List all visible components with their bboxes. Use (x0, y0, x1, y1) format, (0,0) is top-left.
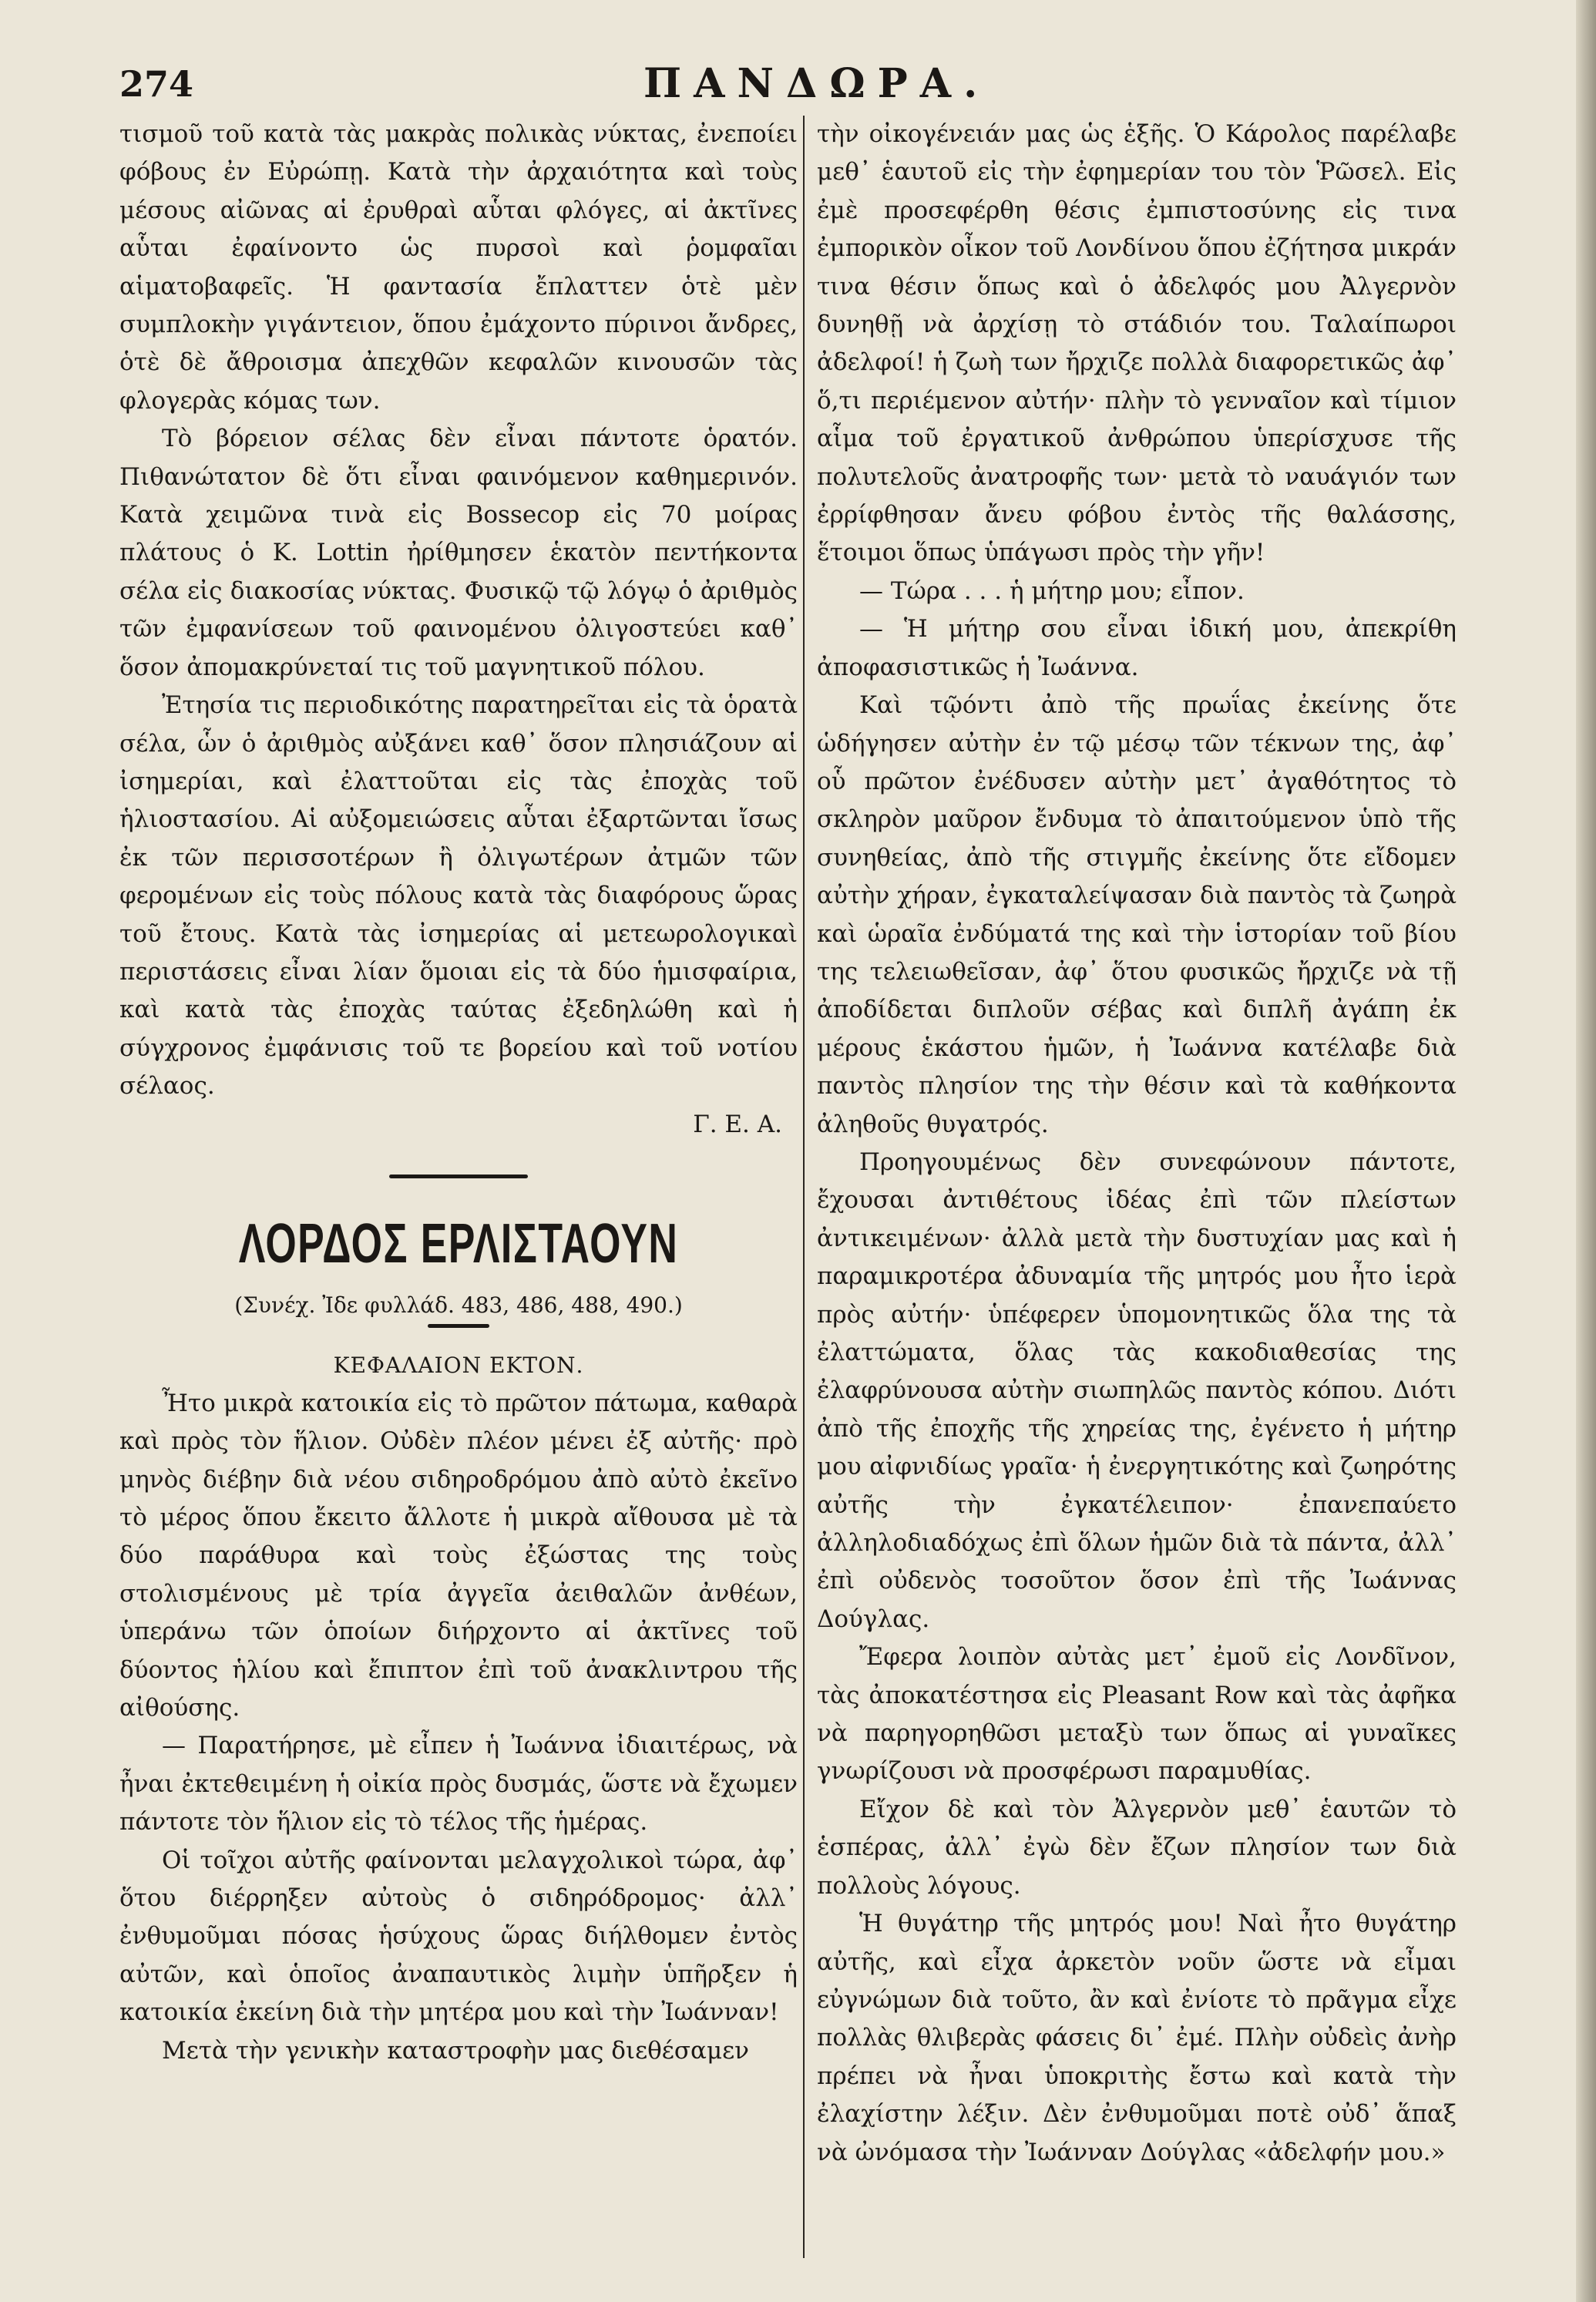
story-subtitle: (Συνέχ. Ἰδε φυλλάδ. 483, 486, 488, 490.) (234, 1292, 683, 1318)
paragraph: Ἦτο μικρὰ κατοικία εἰς τὸ πρῶτον πάτωμα, καθαρὰ καὶ πρὸς τὸν ἥλιον. Οὐδὲν πλέον μένει ἐξ αὐτῆς· πρὸ μηνὸς διέβην διὰ νέου σιδηροδρόμου ἀπὸ αὐτὸ ἐκεῖνο τὸ μέρος ὅπου ἔκειτο ἄλλοτε ἡ μικρὰ αἴθουσα μὲ τὰ δύο παράθυρα καὶ τοὺς ἐξώστας της τοὺς στολισμένους μὲ τρία ἀγγεῖα ἀειθαλῶν ἀνθέων, ὑπεράνω τῶν ὁποίων διήρχοντο αἱ ἀκτῖνες τοῦ δύοντος ἡλίου καὶ ἔπιπτον ἐπὶ τοῦ ἀνακλιντρου τῆς αἰθούσης. (119, 1389, 798, 1722)
page-number: 274 (119, 63, 194, 105)
left-column (119, 116, 798, 2070)
page-header (119, 60, 1507, 114)
paragraph: Εἴχον δὲ καὶ τὸν Ἀλγερνὸν μεθ᾽ ἑαυτῶν τὸ ἑσπέρας, ἀλλ᾽ ἐγὼ δὲν ἔζων πλησίον των διὰ πολλοὺς λόγους. (817, 1795, 1457, 1900)
paragraph: Τὸ βόρειον σέλας δὲν εἶναι πάντοτε ὁρατόν. Πιθανώτατον δὲ ὅτι εἶναι φαινόμενον καθημερινόν. Κατὰ χειμῶνα τινὰ εἰς Bossecop εἰς 70 μοίρας πλάτους ὁ Κ. Lottin ἠρίθμησεν ἑκατὸν πεντήκοντα σέλα εἰς διακοσίας νύκτας. Φυσικῷ τῷ λόγῳ ὁ ἀριθμὸς τῶν ἐμφανίσεων τοῦ φαινομένου ὀλιγοστεύει καθ᾽ ὅσον ἀπομακρύνεταί τις τοῦ μαγνητικοῦ πόλου. (119, 425, 798, 681)
title-divider (428, 1324, 489, 1328)
chapter-heading: ΚΕΦΑΛΑΙΟΝ ΕΚΤΟΝ. (333, 1353, 584, 1379)
journal-title: ΠΑΝΔΩΡΑ. (643, 60, 990, 107)
paragraph: Ἡ θυγάτηρ τῆς μητρός μου! Ναὶ ἦτο θυγάτηρ αὐτῆς, καὶ εἶχα ἀρκετὸν νοῦν ὥστε νὰ εἶμαι εὐγνώμων διὰ τοῦτο, ἂν καὶ ἐνίοτε τὸ πρᾶγμα εἶχε πολλὰς θλιβερὰς φάσεις δι᾽ ἐμέ. Πλὴν οὐδεὶς ἀνὴρ πρέπει νὰ ἦναι ὑποκριτὴς ἔστω καὶ κατὰ τὴν ἐλαχίστην λέξιν. Δὲν ἐνθυμοῦμαι ποτὲ οὐδ᾽ ἅπαξ νὰ ὠνόμασα τὴν Ἰωάνναν Δούγλας «ἀδελφήν μου.» (817, 1910, 1457, 2166)
section-divider (389, 1175, 528, 1178)
column-divider (803, 116, 805, 2258)
paragraph: Οἱ τοῖχοι αὐτῆς φαίνονται μελαγχολικοὶ τώρα, ἀφ᾽ ὅτου διέρρηξεν αὐτοὺς ὁ σιδηρόδρομος· ἀλλ᾽ ἐνθυμοῦμαι πόσας ἡσύχους ὥρας διήλθομεν ἐντὸς αὐτῶν, καὶ ὁποῖος ἀναπαυτικὸς λιμὴν ὑπῆρξεν ἡ κατοικία ἐκείνη διὰ τὴν μητέρα μου καὶ τὴν Ἰωάνναν! (119, 1846, 798, 2027)
paragraph: Ἐτησία τις περιοδικότης παρατηρεῖται εἰς τὰ ὁρατὰ σέλα, ὧν ὁ ἀριθμὸς αὐξάνει καθ᾽ ὅσον πλησιάζουν αἱ ἰσημερίαι, καὶ ἐλαττοῦται εἰς τὰς ἐποχὰς τοῦ ἡλιοστασίου. Αἱ αὐξομειώσεις αὗται ἐξαρτῶνται ἴσως ἐκ τῶν περισσοτέρων ἢ ὀλιγωτέρων ἀτμῶν τῶν φερομένων εἰς τοὺς πόλους κατὰ τὰς διαφόρους ὥρας τοῦ ἔτους. Κατὰ τὰς ἰσημερίας αἱ μετεωρολογικαὶ περιστάσεις εἶναι λίαν ὅμοιαι εἰς τὰ δύο ἡμισφαίρια, καὶ κατὰ τὰς ἐποχὰς ταύτας ἐξεδηλώθη καὶ ἡ σύγχρονος ἐμφάνισις τοῦ τε βορείου καὶ τοῦ νοτίου σέλαος. (119, 691, 798, 1101)
paragraph: Ἔφερα λοιπὸν αὐτὰς μετ᾽ ἐμοῦ εἰς Λονδῖνον, τὰς ἀποκατέστησα εἰς Pleasant Row καὶ τὰς ἀφῆκα νὰ παρηγορηθῶσι μεταξὺ των ὅπως αἱ γυναῖκες γνωρίζουσι νὰ προσφέρωσι παραμυθίας. (817, 1643, 1457, 1786)
paragraph: — Τώρα . . . ἡ μήτηρ μου; εἶπον. (859, 576, 1245, 605)
paragraph: Μετὰ τὴν γενικὴν καταστροφὴν μας διεθέσαμεν (162, 2036, 750, 2065)
paragraph: Καὶ τῷόντι ἀπὸ τῆς πρωΐας ἐκείνης ὅτε ὡδήγησεν αὐτὴν ἐν τῷ μέσῳ τῶν τέκνων της, ἀφ᾽ οὗ πρῶτον ἐνέδυσεν αὐτὴν μετ᾽ ἀγαθότητος τὸ σκληρὸν μαῦρον ἔνδυμα τὸ ἀπαιτούμενον ὑπὸ τῆς συνηθείας, ἀπὸ τῆς στιγμῆς ἐκείνης ὅτε εἴδομεν αὐτὴν χήραν, ἐγκαταλείψασαν διὰ παντὸς τὰ ζωηρὰ καὶ ὡραῖα ἐνδύματά της καὶ τὴν ἱστορίαν τοῦ βίου της τελειωθεῖσαν, ἀφ᾽ ὅτου φυσικῶς ἤρχιζε νὰ τῇ ἀποδίδεται διπλοῦν σέβας καὶ διπλῆ ἀγάπη ἐκ μέρους ἑκάστου ἡμῶν, ἡ Ἰωάννα κατέλαβε διὰ παντὸς πλησίον της τὴν θέσιν καὶ τὰ καθήκοντα ἀληθοῦς θυγατρός. (817, 691, 1457, 1138)
paragraph: Προηγουμένως δὲν συνεφώνουν πάντοτε, ἔχουσαι ἀντιθέτους ἰδέας ἐπὶ τῶν πλείστων ἀντικειμένων· ἀλλὰ μετὰ τὴν δυστυχίαν μας καὶ ἡ παραμικροτέρα ἀδυναμία τῆς μητρός μου ἦτο ἱερὰ πρὸς αὐτήν· ὑπέφερεν ὑπομονητικῶς ὅλα της τὰ ἐλαττώματα, ὅλας τὰς κακοδιαθεσίας της ἐλαφρύνουσα αὐτὴν σιωπηλῶς παντὸς κόπου. Διότι ἀπὸ τῆς ἐποχῆς τῆς χηρείας της, ἐγένετο ἡ μήτηρ μου αἰφνιδίως γραῖα· ἡ ἐνεργητικότης καὶ ζωηρότης αὐτῆς τὴν ἐγκατέλειπον· ἐπανεπαύετο ἀλληλοδιαδόχως ἐπὶ ὅλων ἡμῶν διὰ τὰ πάντα, ἀλλ᾽ ἐπὶ οὐδενὸς τοσοῦτον ὅσον ἐπὶ τῆς Ἰωάννας Δούγλας. (817, 1148, 1457, 1633)
right-column (817, 116, 1457, 2172)
paragraph: — Παρατήρησε, μὲ εἶπεν ἡ Ἰωάννα ἰδιαιτέρως, νὰ ἦναι ἐκτεθειμένη ἡ οἰκία πρὸς δυσμάς, ὥστε νὰ ἔχωμεν πάντοτε τὸν ἥλιον εἰς τὸ τέλος τῆς ἡμέρας. (119, 1732, 798, 1837)
paragraph: τισμοῦ τοῦ κατὰ τὰς μακρὰς πολικὰς νύκτας, ἐνεποίει φόβους ἐν Εὐρώπῃ. Κατὰ τὴν ἀρχαιότητα καὶ τοὺς μέσους αἰῶνας αἱ ἐρυθραὶ αὗται φλόγες, αἱ ἀκτῖνες αὗται ἐφαίνοντο ὡς πυρσοὶ καὶ ῥομφαῖαι αἱματοβαφεῖς. Ἡ φαντασία ἔπλαττεν ὁτὲ μὲν συμπλοκὴν γιγάντειον, ὅπου ἐμάχοντο πύρινοι ἄνδρες, ὁτὲ δὲ ἄθροισμα ἀπεχθῶν κεφαλῶν κινουσῶν τὰς φλογερὰς κόμας των. (119, 120, 798, 415)
story-title: ΛΟΡΔΟΣ ΕΡΛΙΣΤΑΟΥΝ (238, 1212, 679, 1275)
paragraph: — Ἡ μήτηρ σου εἶναι ἰδική μου, ἀπεκρίθη ἀποφασιστικῶς ἡ Ἰωάννα. (817, 615, 1457, 681)
author-signature: Γ. Ε. Α. (693, 1110, 782, 1138)
paragraph: τὴν οἰκογένειάν μας ὡς ἑξῆς. Ὁ Κάρολος παρέλαβε μεθ᾽ ἑαυτοῦ εἰς τὴν ἐφημερίαν του τὸν Ῥῶσελ. Εἰς ἐμὲ προσεφέρθη θέσις ἐμπιστοσύνης εἰς τινα ἐμπορικὸν οἶκον τοῦ Λονδίνου ὅπου ἐζήτησα μικράν τινα θέσιν ὅπως καὶ ὁ ἀδελφός μου Ἀλγερνὸν δυνηθῇ νὰ ἀρχίσῃ τὸ στάδιόν του. Ταλαίπωροι ἀδελφοί! ἡ ζωὴ των ἤρχιζε πολλὰ διαφορετικῶς ἀφ᾽ ὅ,τι περιέμενον αὐτήν· πλὴν τὸ γενναῖον καὶ τίμιον αἷμα τοῦ ἐργατικοῦ ἀνθρώπου ὑπερίσχυσε τῆς πολυτελοῦς ἀνατροφῆς των· μετὰ τὸ ναυάγιόν των ἐρρίφθησαν ἄνευ φόβου ἐντὸς τῆς θαλάσσης, ἕτοιμοι ὅπως ὑπάγωσι πρὸς τὴν γῆν! (817, 120, 1457, 567)
page-edge-shadow (1576, 0, 1596, 2302)
